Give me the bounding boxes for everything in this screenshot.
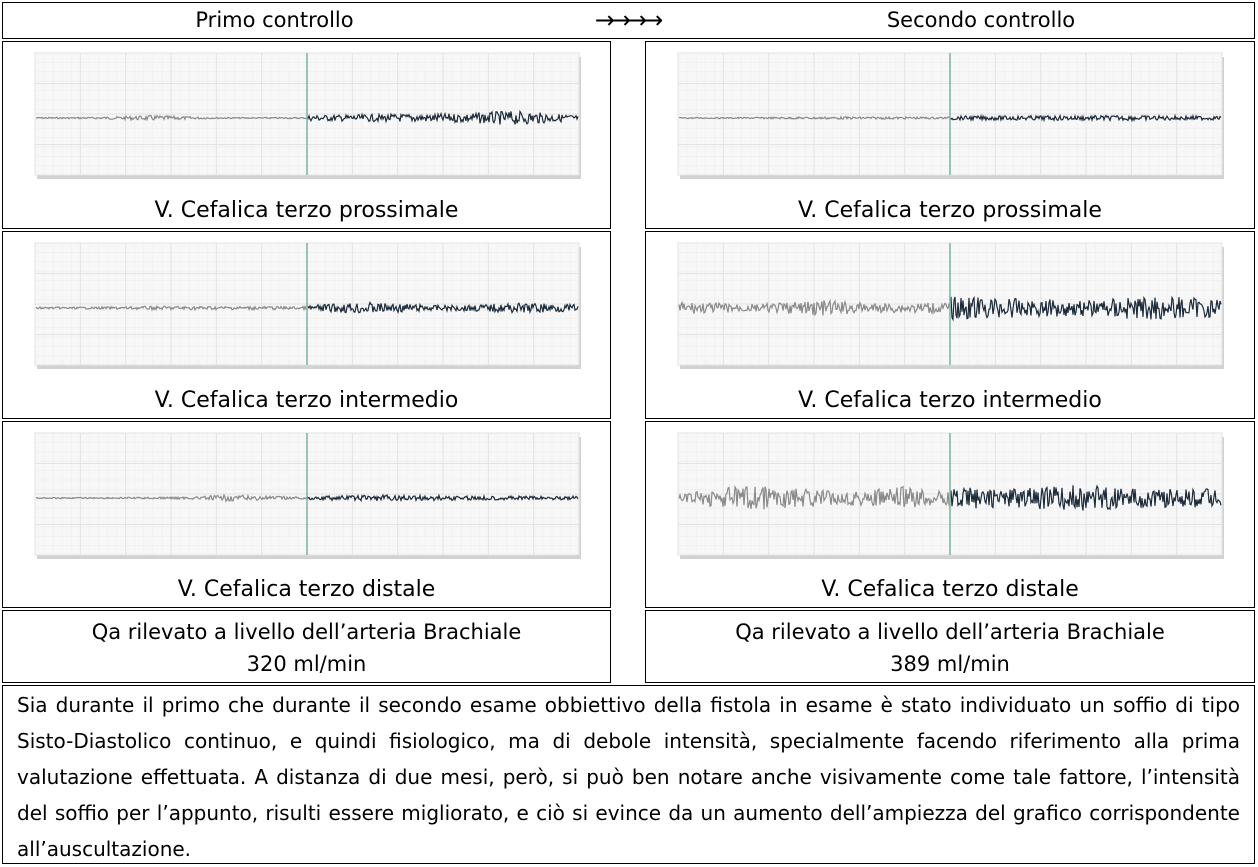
qa-left-cell bbox=[2, 610, 611, 683]
waveform-chart-left-2 bbox=[31, 241, 583, 371]
panel-right-2 bbox=[645, 231, 1255, 419]
qa-left-label: Qa rilevato a livello dell’arteria Brachiale bbox=[91, 620, 522, 644]
waveform-chart-right-1 bbox=[674, 51, 1226, 181]
panel-right-3 bbox=[645, 421, 1255, 608]
qa-left-value: 320 ml/min bbox=[246, 652, 367, 676]
caption-left-3: V. Cefalica terzo distale bbox=[177, 577, 436, 602]
panel-right-1 bbox=[645, 41, 1255, 229]
caption-left-1: V. Cefalica terzo prossimale bbox=[154, 198, 459, 223]
header-arrows: →→→→ bbox=[594, 6, 660, 34]
waveform-chart-left-3 bbox=[31, 431, 583, 561]
header-left-title: Primo controllo bbox=[195, 8, 354, 32]
header-right-title: Secondo controllo bbox=[886, 8, 1076, 32]
panel-left-3 bbox=[2, 421, 611, 608]
qa-right-value: 389 ml/min bbox=[890, 652, 1010, 676]
panel-left-2 bbox=[2, 231, 611, 419]
summary-note: Sia durante il primo che durante il secondo esame obbiettivo della fistola in esame è stato individuato un soffio di tipo Sisto-Diastolico continuo, e quindi fisiologico, ma di debole intensità, specialmente facendo riferimento alla prima valutazione effettuata. A distanza di due mesi, però, si può ben notare anche visivamente come tale fattore, l’intensità del soffio per l’appunto, risulti essere migliorato, e ciò si evince da un aumento dell’ampiezza del grafico corrispondente all’auscultazione. bbox=[2, 685, 1255, 864]
qa-right-label: Qa rilevato a livello dell’arteria Brachiale bbox=[735, 620, 1165, 644]
caption-right-1: V. Cefalica terzo prossimale bbox=[798, 198, 1102, 223]
qa-right-cell bbox=[645, 610, 1255, 683]
waveform-chart-right-3 bbox=[674, 431, 1226, 561]
panel-left-1 bbox=[2, 41, 611, 229]
waveform-chart-left-1 bbox=[31, 51, 583, 181]
caption-right-2: V. Cefalica terzo intermedio bbox=[798, 388, 1102, 413]
caption-right-3: V. Cefalica terzo distale bbox=[821, 577, 1079, 602]
waveform-chart-right-2 bbox=[674, 241, 1226, 371]
caption-left-2: V. Cefalica terzo intermedio bbox=[154, 388, 459, 413]
